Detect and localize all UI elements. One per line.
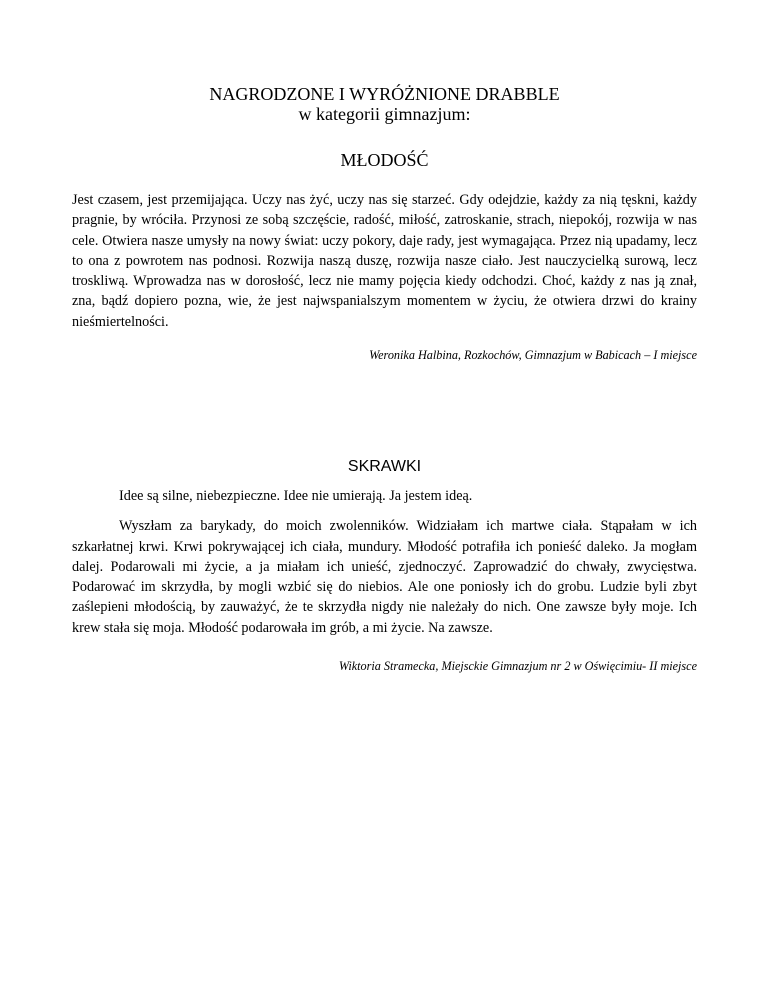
drabble-title-skrawki: SKRAWKI <box>347 458 422 475</box>
drabble-paragraph: Wyszłam za barykady, do moich zwolenników. Widziałam ich martwe ciała. Stąpałam w ich szkarłatnej krwi. Krwi pokrywającej ich ciała, mundury. Młodość potrafiła ich ponieść daleko. Ja mogłam dalej. Podarowali mi życie, a ja miałam ich unieść, zjednoczyć. Zaprowadzić do chwały, zwycięstwa. Podarować im skrzydła, by mogli wzbić się do niebios. Ale one poniosły ich do grobu. Ludzie byli zbyt zaślepieni młodością, by zauważyć, że te skrzydła nigdy nie należały do nich. One zawsze były moje. Ich krew stała się moja. Młodość podarowała im grób, a mi życie. Na zawsze. <box>72 518 697 636</box>
header-title: NAGRODZONE I WYRÓŻNIONE DRABBLE <box>209 84 560 104</box>
drabble-body-mlodosc <box>72 190 697 332</box>
header-subtitle: w kategorii gimnazjum: <box>298 104 471 124</box>
document-header <box>72 84 697 124</box>
drabble-signature-skrawki: Wiktoria Stramecka, Miejsckie Gimnazjum nr 2 w Oświęcimiu- II miejsce <box>338 659 697 673</box>
drabble-body-skrawki <box>72 486 697 638</box>
drabble-signature-mlodosc: Weronika Halbina, Rozkochów, Gimnazjum w Babicach – I miejsce <box>369 348 697 362</box>
drabble-paragraph: Jest czasem, jest przemijająca. Uczy nas żyć, uczy nas się starzeć. Gdy odejdzie, każdy za nią tęskni, każdy pragnie, by wróciła. Przynosi ze sobą szczęście, radość, miłość, zatroskanie, strach, niepokój, rozwija w nas cele. Otwiera nasze umysły na nowy świat: uczy pokory, daje rady, jest wymagająca. Przez nią upadamy, lecz to ona z powrotem nas podnosi. Rozwija naszą duszę, rozwija nasze ciało. Jest nauczycielką surową, lecz troskliwą. Wprowadza nas w dorosłość, lecz nie mamy pojęcia kiedy odchodzi. Choć, każdy z nas ją znał, zna, bądź dopiero pozna, wie, że jest najwspanialszym momentem w życiu, że otwiera drzwi do krainy nieśmiertelności. <box>72 192 697 330</box>
drabble-paragraph: Idee są silne, niebezpieczne. Idee nie umierają. Ja jestem ideą. <box>119 488 473 504</box>
drabble-title-mlodosc: MŁODOŚĆ <box>340 150 429 170</box>
